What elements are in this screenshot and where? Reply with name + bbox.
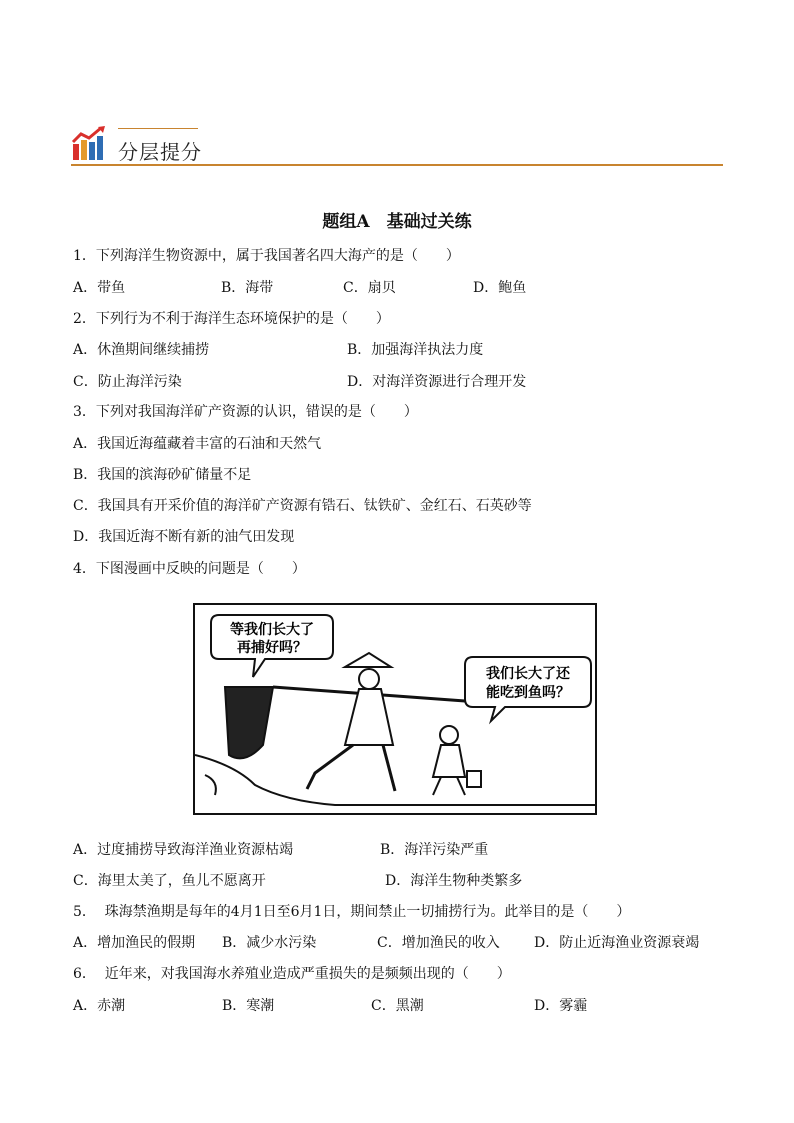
question-4-stem: 4．下图漫画中反映的问题是（ ） <box>73 561 306 577</box>
group-title: 题组A 基础过关练 <box>322 212 472 232</box>
q5-option-b: B．减少水污染 <box>222 935 317 951</box>
section-title: 分层提分 <box>118 140 202 164</box>
fishing-cartoon <box>193 603 597 815</box>
q1-option-c: C．扇贝 <box>343 280 396 296</box>
left-bubble-line-2: 再捕好吗？ <box>237 640 307 656</box>
q6-option-b: B．寒潮 <box>222 998 275 1014</box>
q5-option-a: A．增加渔民的假期 <box>73 935 196 951</box>
q6-option-a: A．赤潮 <box>73 998 126 1014</box>
question-6-stem: 6． 近年来，对我国海水养殖业造成严重损失的是频频出现的（ ） <box>73 966 511 982</box>
q5-option-c: C．增加渔民的收入 <box>377 935 500 951</box>
q3-option-c: C．我国具有开采价值的海洋矿产资源有锆石、钛铁矿、金红石、石英砂等 <box>73 498 532 514</box>
header-bottom-rule <box>71 164 723 166</box>
q5-option-d: D．防止近海渔业资源衰竭 <box>534 935 700 951</box>
q3-option-a: A．我国近海蕴藏着丰富的石油和天然气 <box>73 436 322 452</box>
q3-option-b: B．我国的滨海砂矿储量不足 <box>73 467 252 483</box>
q2-option-a: A．休渔期间继续捕捞 <box>73 342 210 358</box>
question-1-stem: 1．下列海洋生物资源中，属于我国著名四大海产的是（ ） <box>73 248 460 264</box>
right-bubble-line-2: 能吃到鱼吗？ <box>486 685 570 701</box>
q2-option-c: C．防止海洋污染 <box>73 374 182 390</box>
q6-option-c: C．黑潮 <box>371 998 424 1014</box>
right-bubble-line-1: 我们长大了还 <box>486 666 570 682</box>
q4-option-d: D．海洋生物种类繁多 <box>385 873 523 889</box>
q2-option-b: B．加强海洋执法力度 <box>347 342 484 358</box>
question-2-stem: 2．下列行为不利于海洋生态环境保护的是（ ） <box>73 311 390 327</box>
q1-option-d: D．鲍鱼 <box>473 280 527 296</box>
q4-option-a: A．过度捕捞导致海洋渔业资源枯竭 <box>73 842 294 858</box>
q4-option-c: C．海里太美了，鱼儿不愿离开 <box>73 873 266 889</box>
q6-option-d: D．雾霾 <box>534 998 588 1014</box>
question-3-stem: 3．下列对我国海洋矿产资源的认识，错误的是（ ） <box>73 404 418 420</box>
q3-option-d: D．我国近海不断有新的油气田发现 <box>73 529 295 545</box>
q2-option-d: D．对海洋资源进行合理开发 <box>347 374 527 390</box>
q1-option-b: B．海带 <box>221 280 274 296</box>
section-header <box>71 124 723 168</box>
left-bubble-line-1: 等我们长大了 <box>230 622 314 638</box>
header-top-rule <box>118 128 198 129</box>
fishing-cartoon-drawing <box>195 605 595 813</box>
rising-bar-chart-icon <box>71 126 107 162</box>
q1-option-a: A．带鱼 <box>73 280 126 296</box>
question-5-stem: 5． 珠海禁渔期是每年的4月1日至6月1日，期间禁止一切捕捞行为。此举目的是（ ） <box>73 904 631 920</box>
q4-option-b: B．海洋污染严重 <box>380 842 489 858</box>
